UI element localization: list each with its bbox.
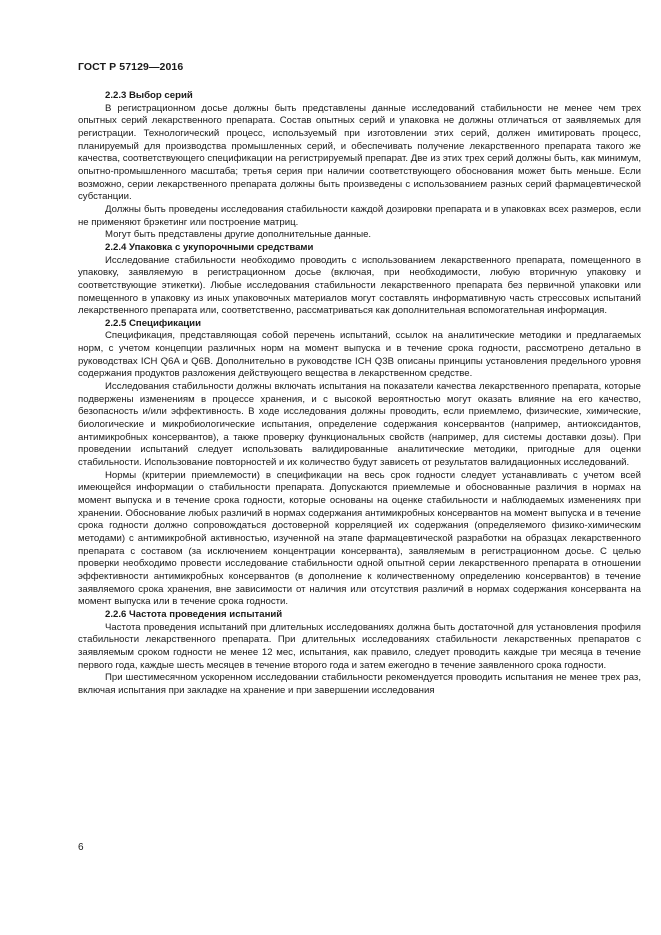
section-heading-packaging: 2.2.4 Упаковка с укупорочными средствами	[105, 241, 314, 253]
section-heading-specifications: 2.2.5 Спецификации	[105, 317, 201, 329]
paragraph: В регистрационном досье должны быть представлены данные исследований стабильности не менее чем трех опытных серий лекарственного препарата. Состав опытных серий и упаковка не должны отличаться от заявляемых для регистрации. Технологический процесс, используемый при изготовлении этих серий, должен имитировать процесс, планируемый для производства промышленных серий, и обеспечивать получение лекарственного препарата такого же качества, соответствующего спецификации на регистрируемый препарат. Две из этих трех серий должны быть, как минимум, опытно-промышленного масштаба; третья серия при наличии соответствующего обоснования может быть меньше. Если возможно, серии лекарственного препарата должны быть произведены с использованием разных серий фармацевтической субстанции.	[78, 102, 641, 203]
paragraph: Могут быть представлены другие дополнительные данные.	[105, 229, 372, 241]
paragraph: Частота проведения испытаний при длительных исследованиях должна быть достаточной для установления профиля стабильности лекарственного препарата. При длительных исследованиях стабильности лекарственных препаратов с заявляемым сроком годности не менее 12 мес, испытания, как правило, следует проводить каждые три месяца в течение первого года, каждые шесть месяцев в течение второго года и затем ежегодно в течение заявленного срока годности.	[78, 621, 641, 671]
paragraph: Исследования стабильности должны включать испытания на показатели качества лекарственного препарата, которые подвержены изменениям в процессе хранения, и с высокой вероятностью могут оказать влияние на его качество, безопасность и/или эффективность. В ходе исследования должны проводить, если приемлемо, физические, химические, биологические и микробиологические испытания, определение содержания консервантов (например, антиоксидантов, антимикробных консервантов), а также проверку функциональных свойств (например, для системы доставки дозы). При проведении испытаний следует использовать валидированные аналитические методики, пригодные для оценки стабильности. Использование повторностей и их количество будут зависеть от результатов валидационных исследований.	[78, 381, 641, 469]
standard-header: ГОСТ Р 57129—2016	[78, 61, 184, 73]
document-body	[78, 90, 641, 698]
paragraph: Исследование стабильности необходимо проводить с использованием лекарственного препарата, помещенного в упаковку, заявляемую в регистрационном досье (включая, при необходимости, любую вторичную упаковку и соответствующие этикетки). Любые исследования стабильности лекарственного препарата без первичной упаковки или помещенного в упаковку из иных упаковочных материалов могут составлять информативную часть стрессовых испытаний лекарственного препарата или, соответственно, рассматриваться как дополнительная вспомогательная информация.	[78, 254, 641, 317]
page-number: 6	[78, 842, 84, 853]
paragraph: Должны быть проведены исследования стабильности каждой дозировки препарата и в упаковках всех размеров, если не применяют брэкетинг или построение матриц.	[78, 203, 641, 228]
section-heading-batch-selection: 2.2.3 Выбор серий	[105, 90, 193, 101]
paragraph: Спецификация, представляющая собой перечень испытаний, ссылок на аналитические методики и предлагаемых норм, с учетом концепции различных норм на момент выпуска и в течение срока годности, рассмотрено детально в руководствах ICH Q6A и Q6B. Дополнительно в руководстве ICH Q3B описаны принципы установления предельного уровня содержания продуктов разложения действующего вещества в лекарственном средстве.	[78, 330, 641, 380]
paragraph: При шестимесячном ускоренном исследовании стабильности рекомендуется проводить испытания не менее трех раз, включая испытания при закладке на хранение и при завершении исследования	[78, 672, 641, 696]
paragraph: Нормы (критерии приемлемости) в спецификации на весь срок годности следует устанавливать с учетом всей имеющейся информации о стабильности препарата. Допускаются приемлемые и обоснованные различия в нормах на момент выпуска и в течение срока годности, которые основаны на оценке стабильности и наблюдаемых изменениях при хранении. Обоснование любых различий в нормах содержания антимикробных консервантов на момент выпуска и в течение срока годности должно сопровождаться достоверной корреляцией их содержания (определяемого физико-химическим методами) с антимикробной активностью, изученной на этапе фармацевтической разработки на образцах лекарственного препарата с составом (за исключением концентрации консерванта), заявляемым в регистрационном досье. С целью проверки необходимо провести исследование стабильности одной опытной серии лекарственного препарата в отношении эффективности антимикробных консервантов (в дополнение к количественному определению консервантов) в течение заявляемого срока хранения, вне зависимости от наличия или отсутствия различий в нормах содержания консерванта на момент выпуска или в течение срока годности.	[78, 469, 641, 608]
section-heading-testing-frequency: 2.2.6 Частота проведения испытаний	[105, 608, 283, 620]
